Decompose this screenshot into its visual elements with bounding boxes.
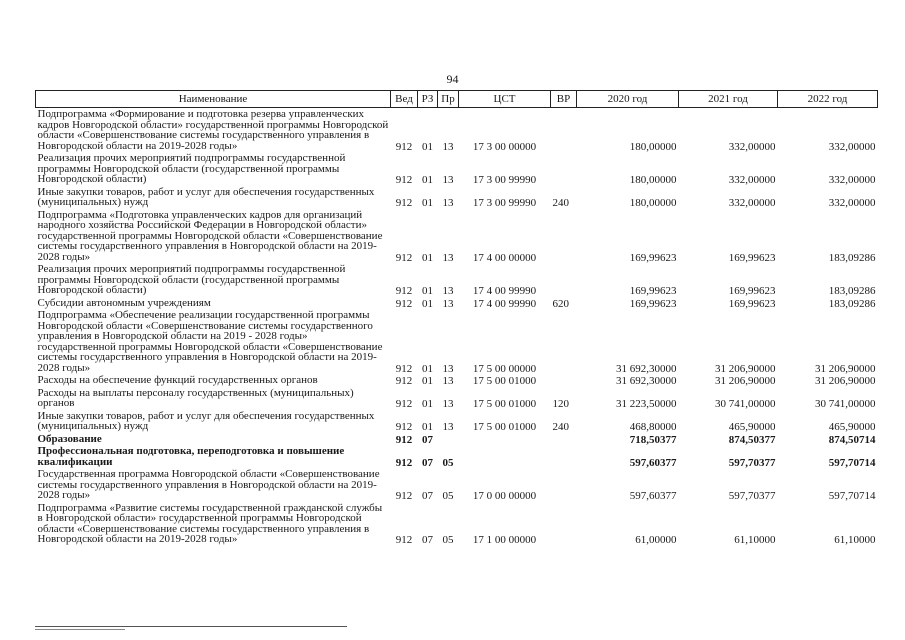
row-ved: 912: [395, 197, 413, 209]
row-pr: 13: [442, 421, 454, 433]
row-pr: 13: [442, 398, 454, 410]
row-cst: [459, 433, 551, 446]
table-row: [36, 387, 878, 410]
row-name: Подпрограмма «Подготовка управленческих кадров для организаций народного хозяйства Российской Федерации в Новгородской области» государственной программы Новгородской области «Совершенствование системы государственного управления в Новгородской области на 2019-2028 годы»: [37, 208, 383, 263]
header-vr: ВР: [551, 91, 577, 108]
row-rz: 01: [422, 174, 433, 186]
row-rz: 07: [422, 490, 433, 502]
row-value-2022: 597,70714: [828, 490, 876, 502]
table-row: [36, 309, 878, 374]
row-vr: 240: [552, 197, 569, 209]
table-row: [36, 410, 878, 433]
row-ved: 912: [395, 362, 413, 375]
row-name: Профессиональная подготовка, переподготовка и повышение квалификации: [37, 445, 345, 468]
row-value-2020: 169,99623: [629, 297, 677, 310]
row-name: Государственная программа Новгородской области «Совершенствование системы государственного управления в Новгородской области на 2019-2028 годы»: [37, 468, 380, 501]
row-value-2021: 30 741,00000: [715, 398, 776, 410]
row-cst: 17 5 00 00000: [472, 362, 537, 375]
row-pr: 05: [442, 490, 454, 502]
row-value-2020: 180,00000: [629, 140, 677, 153]
row-value-2020: 180,00000: [629, 197, 677, 209]
row-cst: 17 5 00 01000: [472, 398, 537, 410]
row-rz: 01: [422, 251, 433, 264]
row-pr: 13: [442, 140, 454, 153]
row-value-2020: 61,00000: [635, 534, 677, 546]
row-value-2020: 597,60377: [629, 490, 677, 502]
header-ved: Вед: [391, 91, 418, 108]
row-value-2021: 169,99623: [728, 297, 776, 310]
row-vr: [551, 152, 577, 186]
row-name: Образование: [37, 432, 102, 445]
row-cst: 17 0 00 00000: [472, 490, 537, 502]
row-vr: 240: [552, 421, 569, 433]
row-vr: [551, 433, 577, 446]
row-value-2022: 61,10000: [834, 534, 876, 546]
row-cst: 17 1 00 00000: [472, 534, 537, 546]
footer-rule-short: [35, 629, 125, 630]
row-ved: 912: [395, 174, 413, 186]
row-vr: [551, 468, 577, 502]
row-name: Расходы на обеспечение функций государственных органов: [37, 374, 318, 386]
header-name: Наименование: [36, 91, 391, 108]
table-row: [36, 297, 878, 310]
row-value-2020: 180,00000: [629, 174, 677, 186]
row-cst: 17 5 00 01000: [472, 421, 537, 433]
row-pr: [438, 433, 459, 446]
header-2020: 2020 год: [577, 91, 679, 108]
row-value-2022: 183,09286: [828, 251, 876, 264]
row-ved: 912: [395, 421, 413, 433]
row-cst: 17 4 00 99990: [472, 297, 537, 310]
table-row: [36, 502, 878, 546]
row-value-2020: 169,99623: [629, 285, 677, 297]
row-ved: 912: [395, 375, 413, 387]
table-row: [36, 263, 878, 297]
row-value-2022: 31 206,90000: [815, 375, 876, 387]
row-value-2022: 31 206,90000: [815, 362, 876, 375]
table-row: [36, 209, 878, 264]
row-name: Расходы на выплаты персоналу государственных (муниципальных) органов: [37, 386, 354, 409]
header-rz: РЗ: [418, 91, 438, 108]
row-rz: 07: [422, 534, 433, 546]
row-pr: 13: [442, 197, 454, 209]
row-ved: 912: [395, 251, 413, 264]
row-pr: 05: [442, 456, 454, 469]
row-cst: 17 5 00 01000: [472, 375, 537, 387]
row-vr: [551, 209, 577, 264]
row-value-2021: 332,00000: [728, 197, 776, 209]
page-number: 94: [446, 72, 459, 86]
table-row: [36, 468, 878, 502]
row-value-2022: 874,50714: [828, 433, 876, 446]
row-vr: [551, 502, 577, 546]
row-rz: 01: [422, 285, 433, 297]
row-rz: 01: [422, 362, 433, 375]
row-value-2022: 465,90000: [828, 421, 876, 433]
table-row: [36, 433, 878, 446]
row-value-2020: 718,50377: [629, 433, 677, 446]
table-row: [36, 186, 878, 209]
table-row: [36, 445, 878, 468]
row-name: Иные закупки товаров, работ и услуг для обеспечения государственных (муниципальных) нужд: [37, 409, 375, 432]
row-cst: 17 3 00 99990: [472, 174, 537, 186]
row-ved: 912: [395, 456, 413, 469]
row-value-2022: 183,09286: [828, 285, 876, 297]
row-value-2021: 332,00000: [728, 174, 776, 186]
row-value-2021: 31 206,90000: [715, 375, 776, 387]
row-pr: 13: [442, 375, 454, 387]
row-value-2022: 332,00000: [828, 140, 876, 153]
row-pr: 13: [442, 174, 454, 186]
row-rz: 01: [422, 297, 433, 310]
row-value-2020: 597,60377: [629, 456, 677, 469]
row-ved: 912: [395, 140, 413, 153]
row-value-2022: 183,09286: [828, 297, 876, 310]
row-value-2022: 332,00000: [828, 197, 876, 209]
row-ved: 912: [395, 490, 413, 502]
row-vr: 120: [552, 398, 569, 410]
row-vr: [551, 374, 577, 387]
row-ved: 912: [395, 398, 413, 410]
row-rz: 07: [422, 456, 433, 469]
table-body: [36, 108, 878, 546]
row-rz: 01: [422, 398, 433, 410]
row-cst: 17 4 00 99990: [472, 285, 537, 297]
header-cst: ЦСТ: [459, 91, 551, 108]
table-row: [36, 108, 878, 153]
row-name: Подпрограмма «Развитие системы государственной гражданской службы в Новгородской области» государственной программы Новгородской области «Совершенствование системы государственного управления в Новгородской области на 2019-2028 годы»: [37, 501, 383, 545]
row-cst: [459, 445, 551, 468]
row-value-2020: 31 692,30000: [616, 362, 677, 375]
row-value-2021: 465,90000: [728, 421, 776, 433]
row-value-2021: 169,99623: [728, 285, 776, 297]
row-value-2020: 31 692,30000: [616, 375, 677, 387]
row-vr: 620: [552, 297, 569, 310]
row-value-2021: 874,50377: [728, 433, 776, 446]
row-ved: 912: [395, 433, 413, 446]
row-value-2022: 332,00000: [828, 174, 876, 186]
row-pr: 13: [442, 297, 454, 310]
table-row: [36, 152, 878, 186]
row-rz: 01: [422, 375, 433, 387]
row-value-2021: 169,99623: [728, 251, 776, 264]
row-value-2021: 597,70377: [728, 456, 776, 469]
row-rz: 01: [422, 197, 433, 209]
row-value-2020: 468,80000: [629, 421, 677, 433]
row-value-2021: 31 206,90000: [715, 362, 776, 375]
row-value-2021: 61,10000: [734, 534, 776, 546]
row-pr: 13: [442, 362, 454, 375]
row-value-2022: 597,70714: [828, 456, 876, 469]
table-row: [36, 374, 878, 387]
footer-rule: [35, 626, 347, 627]
row-vr: [551, 108, 577, 153]
row-value-2021: 332,00000: [728, 140, 776, 153]
row-name: Реализация прочих мероприятий подпрограммы государственной программы Новгородской области (государственной программы Новгородской области): [37, 152, 346, 185]
row-rz: 01: [422, 140, 433, 153]
row-pr: 13: [442, 251, 454, 264]
row-value-2020: 169,99623: [629, 251, 677, 264]
row-value-2022: 30 741,00000: [815, 398, 876, 410]
row-name: Иные закупки товаров, работ и услуг для обеспечения государственных (муниципальных) нужд: [37, 185, 375, 208]
row-name: Подпрограмма «Формирование и подготовка резерва управленческих кадров Новгородской области» государственной программы Новгородской области «Совершенствование системы государственного управления в Новгородской области на 2019-2028 годы»: [37, 108, 389, 152]
row-pr: 13: [442, 285, 454, 297]
row-vr: [551, 309, 577, 374]
table-header-row: [36, 91, 878, 108]
row-vr: [551, 263, 577, 297]
row-cst: 17 4 00 00000: [472, 251, 537, 264]
header-pr: Пр: [438, 91, 459, 108]
row-ved: 912: [395, 534, 413, 546]
header-2021: 2021 год: [679, 91, 778, 108]
header-2022: 2022 год: [778, 91, 878, 108]
row-value-2020: 31 223,50000: [616, 398, 677, 410]
budget-table: [35, 90, 878, 546]
row-rz: 07: [422, 433, 433, 446]
row-value-2021: 597,70377: [728, 490, 776, 502]
row-rz: 01: [422, 421, 433, 433]
row-ved: 912: [395, 285, 413, 297]
row-cst: 17 3 00 99990: [472, 197, 537, 209]
row-name: Реализация прочих мероприятий подпрограммы государственной программы Новгородской области (государственной программы Новгородской области): [37, 263, 346, 296]
row-pr: 05: [442, 534, 454, 546]
row-cst: 17 3 00 00000: [472, 140, 537, 153]
row-name: Субсидии автономным учреждениям: [37, 296, 211, 309]
row-name: Подпрограмма «Обеспечение реализации государственной программы Новгородской области «Совершенствование системы государственного управления в Новгородской области на 2019 - 2028 годы» государственной программы Новгородской области «Совершенствование системы государственного управления в Новгородской области на 2019-2028 годы»: [37, 309, 383, 374]
row-ved: 912: [395, 297, 413, 310]
row-vr: [551, 445, 577, 468]
